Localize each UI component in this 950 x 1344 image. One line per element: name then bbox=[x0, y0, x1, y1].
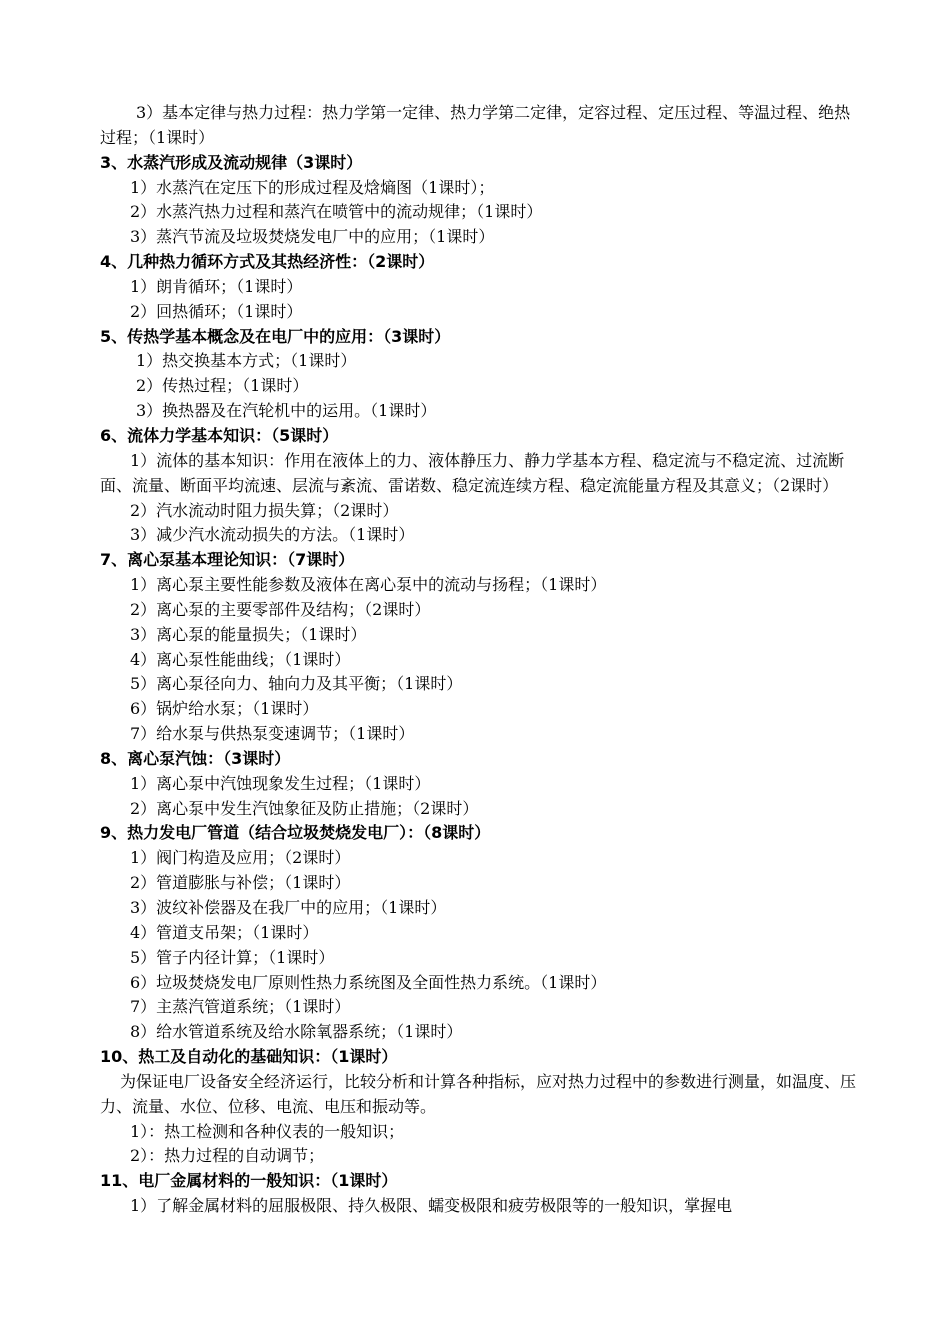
list-item: 7）给水泵与供热泵变速调节；（1课时） bbox=[130, 724, 415, 744]
list-item: 2）回热循环；（1课时） bbox=[130, 301, 303, 321]
list-item: 2）离心泵中发生汽蚀象征及防止措施；（2课时） bbox=[130, 798, 479, 818]
list-item: 1）阀门构造及应用；（2课时） bbox=[130, 848, 351, 868]
section-heading: 10、热工及自动化的基础知识：（1课时） bbox=[100, 1047, 398, 1067]
section-heading: 8、离心泵汽蚀：（3课时） bbox=[100, 748, 291, 768]
list-item: 1）：热工检测和各种仪表的一般知识； bbox=[130, 1121, 405, 1141]
list-item: 3）离心泵的能量损失；（1课时） bbox=[130, 624, 367, 644]
list-item: 3）蒸汽节流及垃圾焚烧发电厂中的应用；（1课时） bbox=[130, 227, 495, 247]
list-item: 1）流体的基本知识：作用在液体上的力、液体静压力、静力学基本方程、稳定流与不稳定流、过流断面、流量、断面平均流速、层流与紊流、雷诺数、稳定流连续方程、稳定流能量方程及其意义；（2课时） bbox=[100, 450, 845, 495]
list-item: 1）离心泵主要性能参数及液体在离心泵中的流动与扬程；（1课时） bbox=[130, 575, 607, 595]
section-heading: 4、几种热力循环方式及其热经济性：（2课时） bbox=[100, 252, 435, 272]
list-item: 3）减少汽水流动损失的方法。（1课时） bbox=[130, 525, 415, 545]
list-item: 4）离心泵性能曲线；（1课时） bbox=[130, 649, 351, 669]
list-item: 5）离心泵径向力、轴向力及其平衡；（1课时） bbox=[130, 674, 463, 694]
list-item: 6）锅炉给水泵；（1课时） bbox=[130, 699, 319, 719]
section-heading: 7、离心泵基本理论知识：（7课时） bbox=[100, 550, 355, 570]
list-item: 7）主蒸汽管道系统；（1课时） bbox=[130, 997, 351, 1017]
section-heading: 6、流体力学基本知识：（5课时） bbox=[100, 425, 339, 445]
list-item: 8）给水管道系统及给水除氧器系统；（1课时） bbox=[130, 1022, 463, 1042]
list-item: 1）朗肯循环；（1课时） bbox=[130, 276, 303, 296]
list-item: 2）汽水流动时阻力损失算；（2课时） bbox=[130, 500, 399, 520]
section-heading: 5、传热学基本概念及在电厂中的应用：（3课时） bbox=[100, 326, 451, 346]
list-item: 1）热交换基本方式；（1课时） bbox=[136, 351, 357, 371]
list-item: 1）离心泵中汽蚀现象发生过程；（1课时） bbox=[130, 773, 431, 793]
list-item: 6）垃圾焚烧发电厂原则性热力系统图及全面性热力系统。（1课时） bbox=[130, 972, 607, 992]
list-item: 2）传热过程；（1课时） bbox=[136, 376, 309, 396]
list-item: 为保证电厂设备安全经济运行，比较分析和计算各种指标，应对热力过程中的参数进行测量，如温度、压力、流量、水位、位移、电流、电压和振动等。 bbox=[100, 1071, 857, 1116]
document-body bbox=[100, 101, 860, 1219]
section-heading: 11、电厂金属材料的一般知识：（1课时） bbox=[100, 1171, 398, 1191]
list-item: 5）管子内径计算；（1课时） bbox=[130, 947, 335, 967]
list-item: 3）基本定律与热力过程：热力学第一定律、热力学第二定律，定容过程、定压过程、等温过程、绝热过程；（1课时） bbox=[100, 103, 851, 147]
section-heading: 9、热力发电厂管道（结合垃圾焚烧发电厂）：（8课时） bbox=[100, 823, 491, 843]
list-item: 2）水蒸汽热力过程和蒸汽在喷管中的流动规律；（1课时） bbox=[130, 202, 543, 222]
list-item: 3）换热器及在汽轮机中的运用。（1课时） bbox=[136, 401, 437, 421]
list-item: 4）管道支吊架；（1课时） bbox=[130, 922, 319, 942]
list-item: 2）：热力过程的自动调节； bbox=[130, 1146, 325, 1166]
list-item: 1）了解金属材料的屈服极限、持久极限、蠕变极限和疲劳极限等的一般知识，掌握电 bbox=[130, 1196, 733, 1216]
list-item: 1）水蒸汽在定压下的形成过程及焓熵图（1课时）； bbox=[130, 177, 495, 197]
list-item: 2）管道膨胀与补偿；（1课时） bbox=[130, 873, 351, 893]
list-item: 2）离心泵的主要零部件及结构；（2课时） bbox=[130, 599, 431, 619]
list-item: 3）波纹补偿器及在我厂中的应用；（1课时） bbox=[130, 898, 447, 917]
section-heading: 3、水蒸汽形成及流动规律（3课时） bbox=[100, 152, 363, 172]
